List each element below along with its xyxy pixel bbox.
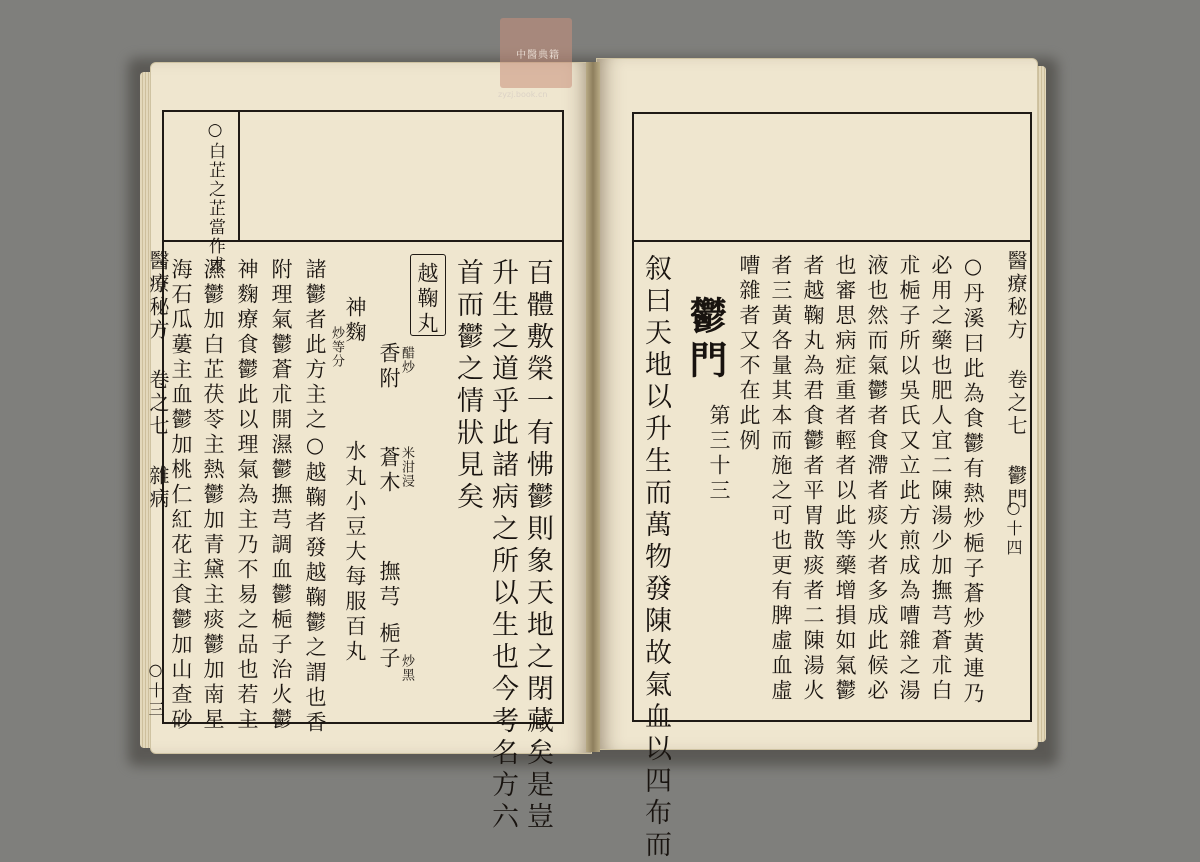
left-note-divider: [238, 112, 240, 242]
right-commentary-7: 者三黃各量其本而施之可也更有脾虛血虛: [769, 254, 793, 704]
right-commentary-8: 嘈雜者又不在此例: [737, 254, 761, 454]
left-side-title: 醫療秘方 卷之七 雜病: [146, 250, 170, 511]
ingredient-6: 水丸小豆大每服百丸: [343, 440, 367, 665]
left-side-folio: ○十三: [146, 660, 165, 720]
right-commentary-1: ○丹溪曰此為食鬱有熱炒梔子蒼炒黃連乃: [961, 254, 985, 707]
left-commentary-5: 海石瓜蔞主血鬱加桃仁紅花主食鬱加山查砂: [169, 258, 193, 733]
right-side-folio: ○十四: [1004, 498, 1023, 558]
ingredient-2: 蒼木: [377, 446, 401, 496]
watermark-text: 中醫典籍: [516, 50, 560, 61]
ingredient-3: 撫芎: [377, 560, 401, 610]
ingredient-4-note: 炒黑: [399, 654, 414, 682]
book-gutter: [586, 62, 600, 752]
left-commentary-2: 附理氣鬱蒼朮開濕鬱撫芎調血鬱梔子治火鬱: [269, 258, 293, 733]
left-upper-note: ○白芷之芷當作术: [205, 120, 225, 275]
left-commentary-4: 濕鬱加白芷茯苓主熱鬱加青黛主痰鬱加南星: [201, 258, 225, 733]
ingredient-5-note: 炒等分: [329, 326, 344, 368]
watermark-url: zyzj.book.cn: [498, 90, 548, 99]
right-upper-divider: [632, 240, 1030, 242]
section-number: 第三十三: [707, 404, 731, 504]
ingredient-1: 香附: [377, 342, 401, 392]
left-commentary-1: 諸鬱者此方主之○越鞠者發越鞠鬱之謂也香: [303, 258, 327, 736]
ingredient-4: 梔子: [377, 622, 401, 672]
right-commentary-5: 也審思病症重者輕者以此等藥增損如氣鬱: [833, 254, 857, 704]
right-commentary-4: 液也然而氣鬱者食滯者痰火者多成此候必: [865, 254, 889, 704]
right-commentary-6: 者越鞠丸為君食鬱者平胃散痰者二陳湯火: [801, 254, 825, 704]
ingredient-5: 神麴: [343, 296, 367, 346]
ingredient-1-note: 醋炒: [399, 346, 414, 374]
left-column-1: 百體敷榮一有怫鬱則象天地之閉藏矣是豈: [522, 258, 553, 834]
ingredient-2-note: 米泔浸: [399, 446, 414, 488]
right-side-title: 醫療秘方 卷之七 鬱門: [1004, 250, 1028, 511]
right-commentary-3: 朮梔子所以吳氏又立此方煎成為嘈雜之湯: [897, 254, 921, 704]
section-intro: 叙曰天地以升生而萬物發陳故氣血以四布而: [640, 254, 671, 862]
left-commentary-3: 神麴療食鬱此以理氣為主乃不易之品也若主: [235, 258, 259, 733]
formula-title: 越鞠丸: [415, 262, 439, 337]
left-column-2: 升生之道乎此諸病之所以生也今考名方六: [487, 258, 518, 834]
section-title: 鬱門: [683, 296, 728, 384]
left-column-3: 首而鬱之情狀見矣: [452, 258, 483, 514]
right-commentary-2: 必用之藥也肥人宜二陳湯少加撫芎蒼朮白: [929, 254, 953, 704]
